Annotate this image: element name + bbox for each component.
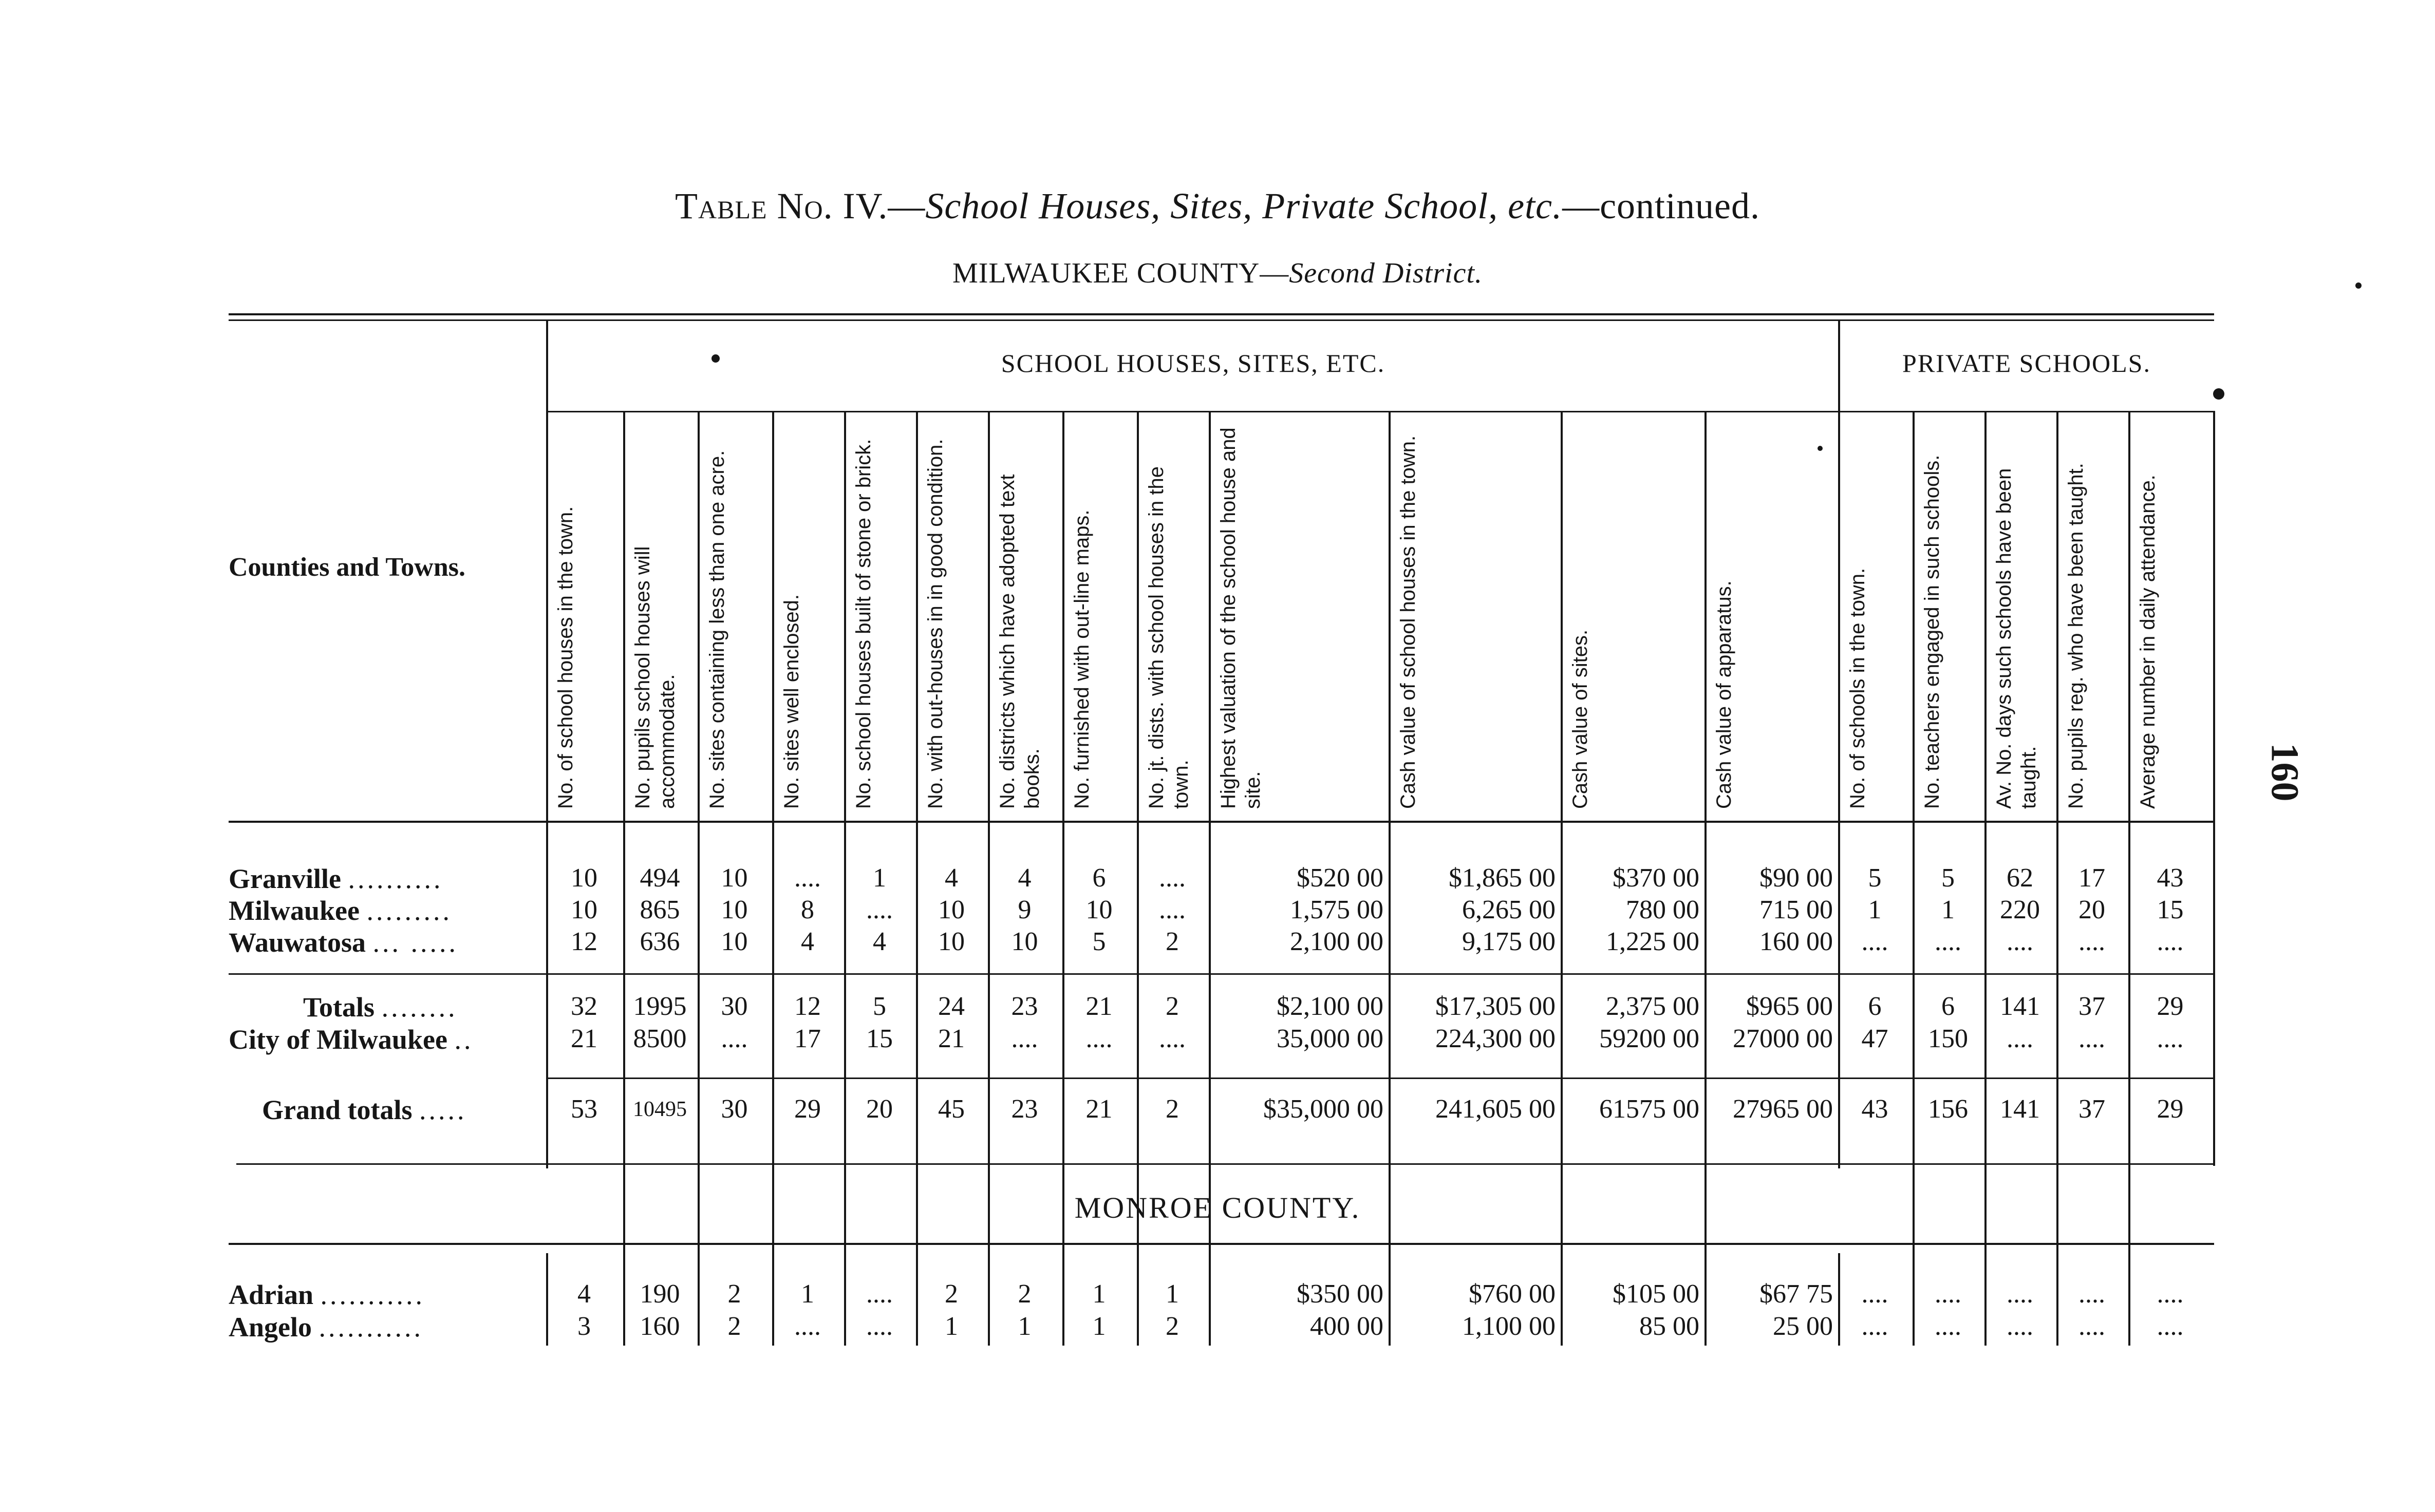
column-separator [2056, 411, 2058, 1258]
column-separator [1137, 411, 1139, 1258]
column-separator [1838, 321, 1840, 1168]
column-separator [623, 1253, 625, 1346]
table-cell: .... [1935, 927, 1961, 956]
column-header: No. with out-houses in in good condition. [924, 439, 947, 809]
column-header: Av. No. days such schools have been taught. [1993, 468, 2040, 809]
table-title-prefix: Table No. IV.— [675, 185, 926, 226]
column-separator [916, 411, 918, 1258]
table-cell: 61575 00 [1599, 1094, 1699, 1124]
table-cell: $520 00 [1297, 863, 1383, 893]
column-separator [772, 1253, 774, 1346]
table-cell: 21 [938, 1024, 965, 1053]
table-cell: 23 [1011, 992, 1038, 1021]
table-cell: 2 [1018, 1279, 1032, 1309]
row-name: Granville [229, 863, 341, 894]
table-cell: 6 [1941, 992, 1955, 1021]
table-cell: 1 [1941, 895, 1955, 924]
table-cell: 2 [1166, 927, 1179, 956]
row-label [229, 895, 452, 927]
table-cell: 1 [1092, 1312, 1106, 1341]
table-cell: 21 [1085, 1094, 1113, 1124]
table-cell: 10495 [633, 1098, 687, 1121]
table-cell: .... [2078, 927, 2105, 956]
column-separator [1209, 411, 1211, 1258]
table-cell: 1,100 00 [1462, 1312, 1556, 1341]
table-cell: .... [1011, 1024, 1038, 1053]
table-cell: $370 00 [1613, 863, 1699, 893]
table-subtitle [0, 257, 2435, 290]
table-cell: 2,100 00 [1290, 927, 1383, 956]
column-separator [1561, 1253, 1563, 1346]
table-cell: 35,000 00 [1277, 1024, 1383, 1053]
table-cell: 10 [721, 895, 748, 924]
table-cell: 190 [640, 1279, 680, 1309]
table-cell: .... [2078, 1024, 2105, 1053]
table-cell: 9,175 00 [1462, 927, 1556, 956]
column-separator [1984, 1253, 1987, 1346]
column-separator [2213, 411, 2215, 1166]
table-cell: 24 [938, 992, 965, 1021]
column-separator [844, 411, 846, 1258]
table-cell: 59200 00 [1599, 1024, 1699, 1053]
table-cell: $760 00 [1469, 1279, 1556, 1309]
table-cell: 15 [2157, 895, 2184, 924]
table-cell: 636 [640, 927, 680, 956]
table-cell: 20 [2078, 895, 2105, 924]
table-cell: 224,300 00 [1435, 1024, 1556, 1053]
table-cell: $2,100 00 [1277, 992, 1383, 1021]
table-title [0, 185, 2435, 228]
row-label [303, 991, 458, 1023]
table-cell: .... [2078, 1312, 2105, 1341]
table-cell: 12 [571, 927, 597, 956]
table-cell: .... [1159, 1024, 1186, 1053]
column-header: No. of school houses in the town. [554, 506, 577, 809]
table-cell: .... [1861, 1279, 1888, 1309]
table-cell: 5 [1092, 927, 1106, 956]
table-cell: .... [1159, 863, 1186, 893]
table-cell: $67 75 [1759, 1279, 1833, 1309]
row-label [262, 1094, 467, 1126]
table-cell: 1995 [633, 992, 687, 1021]
column-header: Highest valuation of the school house and site. [1217, 427, 1264, 809]
table-cell: 2 [1166, 1312, 1179, 1341]
table-cell: 10 [1085, 895, 1113, 924]
table-cell: 400 00 [1310, 1312, 1383, 1341]
table-cell: 6 [1092, 863, 1106, 893]
column-separator [546, 321, 548, 1168]
column-separator [916, 1253, 918, 1346]
column-header: Cash value of school houses in the town. [1397, 435, 1419, 809]
table-cell: .... [1935, 1312, 1961, 1341]
table-cell: 37 [2078, 992, 2105, 1021]
table-cell: 1 [801, 1279, 814, 1309]
table-cell: 10 [571, 895, 597, 924]
leader-dots: ......... [366, 895, 452, 926]
row-label [229, 927, 458, 958]
table-cell: .... [2007, 927, 2033, 956]
column-separator [844, 1253, 846, 1346]
table-cell: .... [866, 1312, 893, 1341]
leader-dots: ........ [381, 992, 458, 1023]
table-cell: 10 [571, 863, 597, 893]
table-cell: .... [866, 1279, 893, 1309]
table-cell: 1 [1166, 1279, 1179, 1309]
leader-dots: ........... [320, 1279, 425, 1310]
table-cell: 865 [640, 895, 680, 924]
ink-speck [1818, 446, 1823, 451]
column-header: Cash value of sites. [1569, 629, 1591, 809]
column-separator [1062, 411, 1064, 1258]
table-cell: $1,865 00 [1449, 863, 1556, 893]
table-cell: 150 [1928, 1024, 1968, 1053]
group-school-houses: SCHOOL HOUSES, SITES, ETC. [1001, 349, 1385, 377]
column-separator [2128, 1253, 2130, 1346]
table-cell: .... [721, 1024, 748, 1053]
table-cell: $965 00 [1746, 992, 1833, 1021]
table-cell: .... [866, 895, 893, 924]
column-separator [1913, 1253, 1915, 1346]
column-separator [1838, 1253, 1840, 1346]
header-top-rule-thin [229, 319, 2214, 321]
table-cell: .... [2078, 1279, 2105, 1309]
table-cell: 2 [945, 1279, 958, 1309]
table-cell: .... [2007, 1279, 2033, 1309]
table-cell: 43 [2157, 863, 2184, 893]
column-separator [1209, 1253, 1211, 1346]
column-header: No. teachers engaged in such schools. [1921, 455, 1943, 809]
table-cell: 5 [1868, 863, 1882, 893]
subtitle-district: Second District. [1289, 257, 1483, 289]
table-cell: 32 [571, 992, 597, 1021]
table-cell: 10 [938, 895, 965, 924]
leader-dots: .......... [348, 863, 443, 894]
table-cell: 8 [801, 895, 814, 924]
table-cell: 494 [640, 863, 680, 893]
row-name: Totals [303, 992, 375, 1023]
ink-speck [2355, 282, 2362, 289]
table-cell: 4 [1018, 863, 1032, 893]
table-cell: .... [794, 863, 821, 893]
table-title-italic: School Houses, Sites, Private School, etc. [925, 185, 1563, 226]
table-cell: 6,265 00 [1462, 895, 1556, 924]
table-cell: 10 [721, 863, 748, 893]
table-cell: 5 [873, 992, 886, 1021]
table-cell: 715 00 [1759, 895, 1833, 924]
column-separator [772, 411, 774, 1258]
table-title-suffix: —continued. [1562, 185, 1760, 226]
table-cell: 10 [938, 927, 965, 956]
table-cell: $17,305 00 [1435, 992, 1556, 1021]
column-header: Average number in daily attendance. [2137, 475, 2159, 809]
group-private-schools: PRIVATE SCHOOLS. [1902, 349, 2151, 377]
column-separator [1984, 411, 1987, 1258]
table-cell: 30 [721, 992, 748, 1021]
table-cell: 29 [794, 1094, 821, 1124]
row-label [229, 1024, 473, 1055]
group-underline [547, 411, 2214, 412]
column-separator [698, 411, 700, 1258]
column-separator [546, 1253, 548, 1346]
table-cell: .... [1861, 927, 1888, 956]
table-cell: .... [2157, 1279, 2184, 1309]
leader-dots: ... ..... [372, 927, 459, 958]
table-cell: .... [1861, 1312, 1888, 1341]
table-cell: 53 [571, 1094, 597, 1124]
column-separator [988, 411, 990, 1258]
table-cell: 1 [1868, 895, 1882, 924]
column-separator [1137, 1253, 1139, 1346]
subtitle-county: MILWAUKEE COUNTY— [952, 257, 1289, 289]
table-cell: .... [794, 1312, 821, 1341]
column-header: No. of schools in the town. [1846, 568, 1869, 809]
column-header: Cash value of apparatus. [1713, 580, 1735, 809]
column-separator [1389, 1253, 1391, 1346]
table-cell: .... [2157, 1024, 2184, 1053]
table-cell: 29 [2157, 992, 2184, 1021]
table-cell: 141 [2000, 1094, 2040, 1124]
grand-totals-rule [547, 1078, 2214, 1079]
header-bottom-rule [229, 821, 2214, 823]
table-cell: .... [1085, 1024, 1113, 1053]
column-separator [623, 411, 625, 1258]
table-cell: 21 [1085, 992, 1113, 1021]
table-cell: 17 [2078, 863, 2105, 893]
table-cell: $35,000 00 [1263, 1094, 1383, 1124]
table-cell: 2 [1166, 992, 1179, 1021]
column-separator [698, 1253, 700, 1346]
leader-dots: ..... [419, 1094, 467, 1125]
column-separator [1704, 1253, 1707, 1346]
row-name: City of Milwaukee [229, 1024, 447, 1055]
row-name: Milwaukee [229, 895, 360, 926]
column-separator [988, 1253, 990, 1346]
table-cell: 25 00 [1773, 1312, 1833, 1341]
table-cell: 2,375 00 [1606, 992, 1699, 1021]
leader-dots: ........... [319, 1312, 423, 1343]
table-cell: 780 00 [1626, 895, 1699, 924]
row-name: Grand totals [262, 1094, 413, 1125]
column-separator [2056, 1253, 2058, 1346]
table-cell: 4 [577, 1279, 591, 1309]
column-header: No. furnished with out-line maps. [1071, 509, 1093, 809]
table-cell: 4 [945, 863, 958, 893]
totals-rule [229, 973, 2214, 975]
monroe-top-rule [229, 1243, 2214, 1245]
table-cell: 160 00 [1759, 927, 1833, 956]
column-header: No. pupils school houses will accommodate. [631, 546, 679, 809]
table-cell: .... [2007, 1024, 2033, 1053]
milwaukee-end-rule [236, 1163, 2214, 1165]
column-header: No. sites containing less than one acre. [706, 450, 728, 809]
table-cell: 62 [2007, 863, 2033, 893]
table-cell: 10 [721, 927, 748, 956]
table-cell: 141 [2000, 992, 2040, 1021]
row-name: Adrian [229, 1279, 314, 1310]
table-cell: 10 [1011, 927, 1038, 956]
table-cell: 1,225 00 [1606, 927, 1699, 956]
table-cell: 156 [1928, 1094, 1968, 1124]
monroe-county-title: MONROE COUNTY. [1074, 1191, 1361, 1224]
counties-and-towns-header: Counties and Towns. [229, 553, 465, 582]
row-name: Angelo [229, 1312, 312, 1343]
table-cell: 2 [1166, 1094, 1179, 1124]
table-cell: 12 [794, 992, 821, 1021]
table-cell: 43 [1861, 1094, 1888, 1124]
column-header: No. districts which have adopted text books. [996, 474, 1043, 809]
row-label [229, 1311, 423, 1343]
table-cell: 220 [2000, 895, 2040, 924]
column-separator [1561, 411, 1563, 1258]
ink-speck [711, 354, 720, 363]
table-cell: .... [2157, 1312, 2184, 1341]
column-header: No. sites well enclosed. [780, 594, 803, 809]
table-cell: 8500 [633, 1024, 687, 1053]
table-cell: 37 [2078, 1094, 2105, 1124]
table-cell: 160 [640, 1312, 680, 1341]
column-separator [2128, 411, 2130, 1258]
column-header: No. pupils reg. who have been taught. [2065, 463, 2087, 809]
table-cell: 21 [571, 1024, 597, 1053]
table-cell: 30 [721, 1094, 748, 1124]
table-cell: 15 [866, 1024, 893, 1053]
column-header: No. school houses built of stone or brick. [852, 439, 875, 809]
table-cell: 47 [1861, 1024, 1888, 1053]
table-cell: .... [2157, 927, 2184, 956]
table-cell: $350 00 [1297, 1279, 1383, 1309]
table-cell: 85 00 [1639, 1312, 1699, 1341]
column-separator [1913, 411, 1915, 1258]
table-cell: 4 [801, 927, 814, 956]
table-cell: 23 [1011, 1094, 1038, 1124]
column-header: No. jt. dists. with school houses in the town. [1145, 466, 1192, 809]
table-cell: 2 [727, 1312, 741, 1341]
table-cell: 9 [1018, 895, 1032, 924]
table-cell: 5 [1941, 863, 1955, 893]
table-cell: 1 [1092, 1279, 1106, 1309]
ink-speck [2213, 388, 2224, 400]
table-cell: 27000 00 [1733, 1024, 1833, 1053]
table-cell: 241,605 00 [1435, 1094, 1556, 1124]
column-separator [1704, 411, 1707, 1258]
table-cell: .... [2007, 1312, 2033, 1341]
table-cell: 2 [727, 1279, 741, 1309]
column-separator [1389, 411, 1391, 1258]
leader-dots: .. [454, 1024, 474, 1055]
table-cell: 17 [794, 1024, 821, 1053]
table-cell: 6 [1868, 992, 1882, 1021]
table-cell: 4 [873, 927, 886, 956]
table-cell: 1,575 00 [1290, 895, 1383, 924]
column-separator [1062, 1253, 1064, 1346]
table-cell: .... [1935, 1279, 1961, 1309]
table-cell: 1 [1018, 1312, 1032, 1341]
header-top-rule [229, 313, 2214, 315]
page-number: 160 [2263, 743, 2307, 802]
table-cell: 1 [873, 863, 886, 893]
table-cell: 29 [2157, 1094, 2184, 1124]
table-cell: $105 00 [1613, 1279, 1699, 1309]
table-cell: 1 [945, 1312, 958, 1341]
table-cell: 20 [866, 1094, 893, 1124]
row-name: Wauwatosa [229, 927, 366, 958]
table-cell: $90 00 [1759, 863, 1833, 893]
table-cell: 27965 00 [1733, 1094, 1833, 1124]
table-cell: .... [1159, 895, 1186, 924]
table-cell: 45 [938, 1094, 965, 1124]
row-label [229, 863, 443, 895]
row-label [229, 1279, 425, 1311]
table-cell: 3 [577, 1312, 591, 1341]
